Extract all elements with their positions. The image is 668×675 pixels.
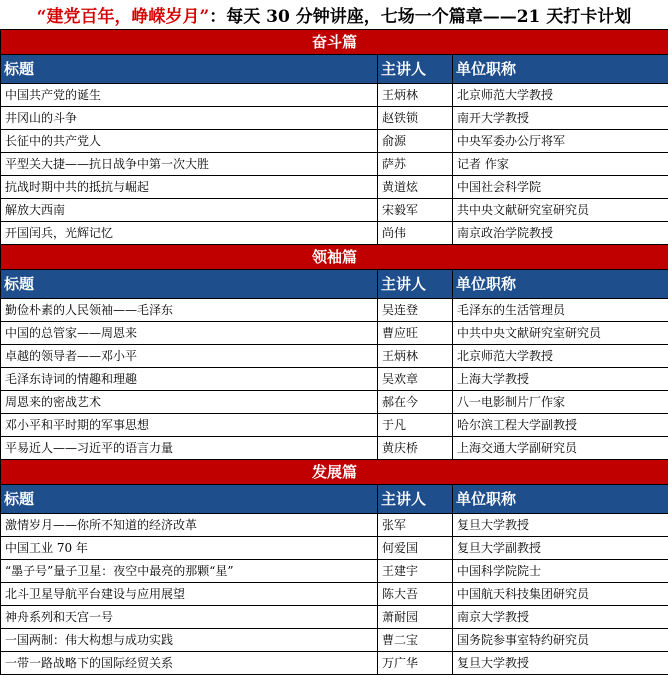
position-cell: 中国科学院院士 <box>453 560 668 583</box>
position-cell: 共中央文献研究室研究员 <box>453 199 668 222</box>
lecture-title-cell: 一带一路战略下的国际经贸关系 <box>1 652 378 675</box>
position-cell: 八一电影制片厂作家 <box>453 391 668 414</box>
speaker-cell: 萧耐园 <box>378 606 453 629</box>
speaker-cell: 黄道炫 <box>378 176 453 199</box>
position-cell: 南京政治学院教授 <box>453 222 668 245</box>
table-row <box>1 199 668 222</box>
section-row <box>1 460 668 485</box>
table-row <box>1 345 668 368</box>
header-title: 标题 <box>1 485 378 514</box>
speaker-cell: 萨苏 <box>378 153 453 176</box>
lecture-title-cell: 神舟系列和天宫一号 <box>1 606 378 629</box>
speaker-cell: 郝在今 <box>378 391 453 414</box>
lecture-title-cell: 周恩来的密战艺术 <box>1 391 378 414</box>
table-row <box>1 299 668 322</box>
lecture-title-cell: 毛泽东诗词的情趣和理趣 <box>1 368 378 391</box>
lecture-title-cell: 中国共产党的诞生 <box>1 84 378 107</box>
lecture-title-cell: 平易近人——习近平的语言力量 <box>1 437 378 460</box>
column-header-row <box>1 485 668 514</box>
header-position: 单位职称 <box>453 270 668 299</box>
speaker-cell: 宋毅军 <box>378 199 453 222</box>
position-cell: 复旦大学教授 <box>453 652 668 675</box>
lecture-title-cell: 长征中的共产党人 <box>1 130 378 153</box>
position-cell: 中国社会科学院 <box>453 176 668 199</box>
lecture-title-cell: 北斗卫星导航平台建设与应用展望 <box>1 583 378 606</box>
position-cell: 记者 作家 <box>453 153 668 176</box>
table-row <box>1 560 668 583</box>
table-row <box>1 583 668 606</box>
speaker-cell: 何爱国 <box>378 537 453 560</box>
position-cell: 复旦大学教授 <box>453 514 668 537</box>
lecture-title-cell: 井冈山的斗争 <box>1 107 378 130</box>
speaker-cell: 陈大吾 <box>378 583 453 606</box>
speaker-cell: 吴欢章 <box>378 368 453 391</box>
header-position: 单位职称 <box>453 55 668 84</box>
speaker-cell: 王建宇 <box>378 560 453 583</box>
position-cell: 中央军委办公厅将军 <box>453 130 668 153</box>
lecture-title-cell: 中国工业 70 年 <box>1 537 378 560</box>
lecture-title-cell: 开国闰兵，光辉记忆 <box>1 222 378 245</box>
header-position: 单位职称 <box>453 485 668 514</box>
header-speaker: 主讲人 <box>378 485 453 514</box>
lecture-title-cell: 一国两制：伟大构想与成功实践 <box>1 629 378 652</box>
header-title: 标题 <box>1 55 378 84</box>
lecture-title-cell: “墨子号”量子卫星：夜空中最亮的那颗“星” <box>1 560 378 583</box>
table-row <box>1 107 668 130</box>
section-title: 奋斗篇 <box>1 30 668 55</box>
header-speaker: 主讲人 <box>378 270 453 299</box>
title-quoted: “建党百年，峥嵘岁月” <box>37 2 210 27</box>
table-row <box>1 537 668 560</box>
table-row <box>1 153 668 176</box>
speaker-cell: 于凡 <box>378 414 453 437</box>
position-cell: 毛泽东的生活管理员 <box>453 299 668 322</box>
lecture-title-cell: 平型关大捷——抗日战争中第一次大胜 <box>1 153 378 176</box>
section-title: 发展篇 <box>1 460 668 485</box>
table-row <box>1 414 668 437</box>
lecture-title-cell: 卓越的领导者——邓小平 <box>1 345 378 368</box>
table-row <box>1 176 668 199</box>
table-row <box>1 368 668 391</box>
speaker-cell: 俞源 <box>378 130 453 153</box>
header-speaker: 主讲人 <box>378 55 453 84</box>
speaker-cell: 张军 <box>378 514 453 537</box>
position-cell: 哈尔滨工程大学副教授 <box>453 414 668 437</box>
speaker-cell: 曹应旺 <box>378 322 453 345</box>
lecture-table-body <box>1 30 668 675</box>
lecture-title-cell: 解放大西南 <box>1 199 378 222</box>
speaker-cell: 赵铁锁 <box>378 107 453 130</box>
position-cell: 上海大学教授 <box>453 368 668 391</box>
speaker-cell: 万广华 <box>378 652 453 675</box>
table-row <box>1 222 668 245</box>
speaker-cell: 曹二宝 <box>378 629 453 652</box>
position-cell: 南开大学教授 <box>453 107 668 130</box>
position-cell: 复旦大学副教授 <box>453 537 668 560</box>
lecture-title-cell: 勤俭朴素的人民领袖——毛泽东 <box>1 299 378 322</box>
speaker-cell: 王炳林 <box>378 84 453 107</box>
table-row <box>1 514 668 537</box>
section-title: 领袖篇 <box>1 245 668 270</box>
speaker-cell: 尚伟 <box>378 222 453 245</box>
lecture-title-cell: 中国的总管家——周恩来 <box>1 322 378 345</box>
speaker-cell: 黄庆桥 <box>378 437 453 460</box>
lecture-table <box>0 29 668 675</box>
table-row <box>1 130 668 153</box>
position-cell: 中共中央文献研究室研究员 <box>453 322 668 345</box>
section-row <box>1 30 668 55</box>
table-row <box>1 322 668 345</box>
table-row <box>1 391 668 414</box>
table-row <box>1 652 668 675</box>
speaker-cell: 吴连登 <box>378 299 453 322</box>
table-row <box>1 606 668 629</box>
column-header-row <box>1 55 668 84</box>
position-cell: 南京大学教授 <box>453 606 668 629</box>
column-header-row <box>1 270 668 299</box>
page-title <box>0 0 668 29</box>
lecture-title-cell: 激情岁月——你所不知道的经济改革 <box>1 514 378 537</box>
table-row <box>1 437 668 460</box>
position-cell: 中国航天科技集团研究员 <box>453 583 668 606</box>
header-title: 标题 <box>1 270 378 299</box>
position-cell: 北京师范大学教授 <box>453 84 668 107</box>
title-rest: ：每天 30 分钟讲座，七场一个篇章——21 天打卡计划 <box>209 2 631 27</box>
table-row <box>1 629 668 652</box>
lecture-title-cell: 邓小平和平时期的军事思想 <box>1 414 378 437</box>
position-cell: 上海交通大学副研究员 <box>453 437 668 460</box>
lecture-title-cell: 抗战时期中共的抵抗与崛起 <box>1 176 378 199</box>
section-row <box>1 245 668 270</box>
position-cell: 北京师范大学教授 <box>453 345 668 368</box>
position-cell: 国务院参事室特约研究员 <box>453 629 668 652</box>
table-row <box>1 84 668 107</box>
speaker-cell: 王炳林 <box>378 345 453 368</box>
